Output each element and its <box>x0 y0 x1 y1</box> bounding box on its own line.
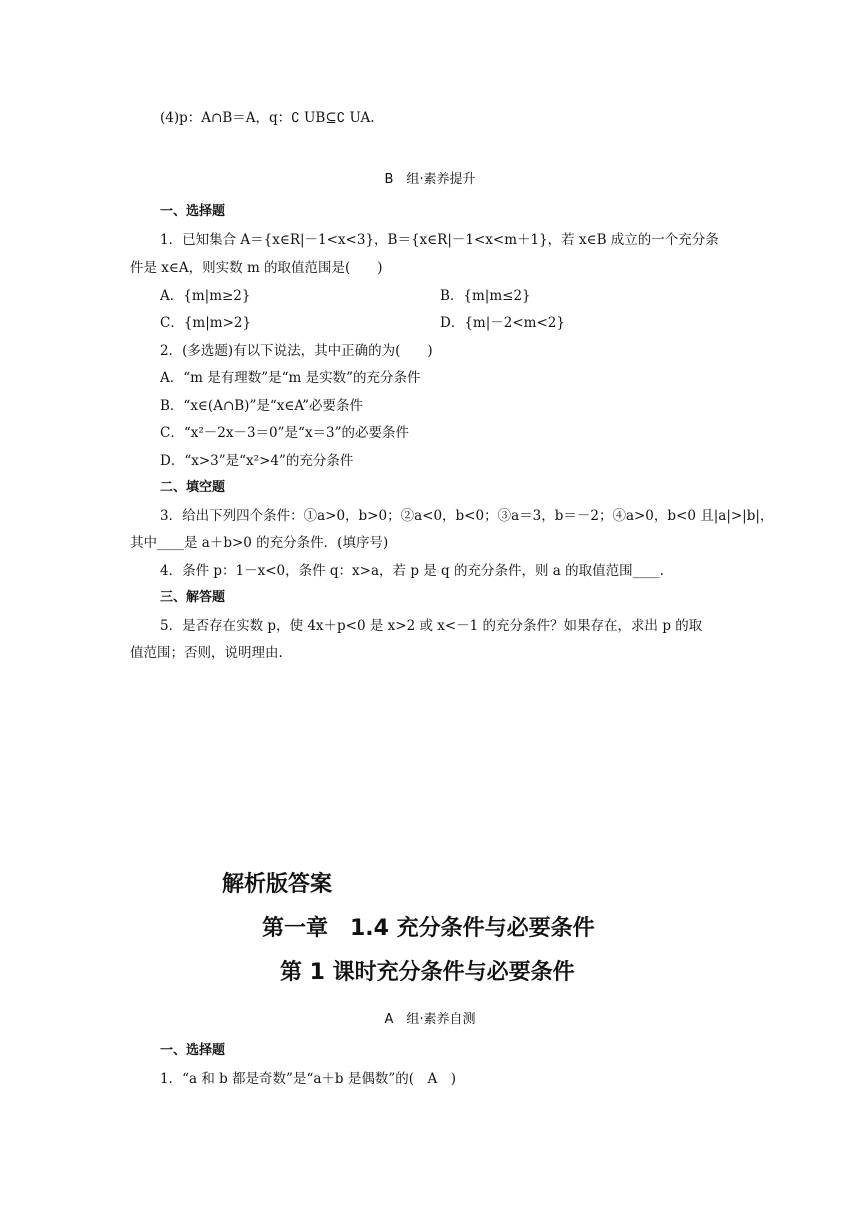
section-multiple-choice-answers: 一、选择题 <box>160 1043 226 1058</box>
q1-stem-line2: 件是 x∈A，则实数 m 的取值范围是( ) <box>130 260 383 276</box>
q1-option-b: B．{m|m≤2} <box>440 288 531 304</box>
q5-stem-line1: 5．是否存在实数 p，使 4x＋p<0 是 x>2 或 x<－1 的充分条件？如果存在，求出 p 的取 <box>160 618 703 634</box>
q2-option-c: C．“x²－2x－3＝0”是“x＝3”的必要条件 <box>160 425 410 441</box>
answer-title: 解析版答案 <box>222 872 333 897</box>
section-multiple-choice: 一、选择题 <box>160 204 226 219</box>
q5-stem-line2: 值范围；否则，说明理由. <box>130 645 283 661</box>
section-free-response: 三、解答题 <box>160 590 226 605</box>
q1-option-d: D．{m|－2<m<2} <box>440 315 565 331</box>
q1-option-a: A．{m|m≥2} <box>160 288 251 304</box>
prev-question-4: (4)p：A∩B＝A，q：∁ UB⊆∁ UA. <box>160 110 375 126</box>
q4-stem: 4．条件 p：1－x<0，条件 q：x>a，若 p 是 q 的充分条件，则 a 的取值范围____. <box>160 563 664 579</box>
q2-option-d: D．“x>3”是“x²>4”的充分条件 <box>160 453 354 469</box>
answer-q1: 1．“a 和 b 都是奇数”是“a＋b 是偶数”的( A ) <box>160 1071 457 1087</box>
group-b-title: B 组·素养提升 <box>384 172 476 187</box>
q3-stem-line1: 3．给出下列四个条件：①a>0，b>0；②a<0，b<0；③a＝3，b＝－2；④a>0，b<0 且|a|>|b|， <box>160 508 774 524</box>
section-fill-blank: 二、填空题 <box>160 480 226 495</box>
q1-stem-line1: 1．已知集合 A＝{x∈R|－1<x<3}，B＝{x∈R|－1<x<m＋1}，若 x∈B 成立的一个充分条 <box>160 232 719 248</box>
chapter-title: 第一章 1.4 充分条件与必要条件 <box>262 916 595 941</box>
q2-stem: 2．(多选题)有以下说法，其中正确的为( ) <box>160 343 433 359</box>
q1-option-c: C．{m|m>2} <box>160 315 252 331</box>
q3-stem-line2: 其中____是 a＋b>0 的充分条件．(填序号) <box>130 535 389 551</box>
q2-option-b: B．“x∈(A∩B)”是“x∈A”必要条件 <box>160 398 364 414</box>
lesson-title: 第 1 课时充分条件与必要条件 <box>280 960 575 985</box>
group-a-title: A 组·素养自测 <box>384 1012 476 1027</box>
q2-option-a: A．“m 是有理数”是“m 是实数”的充分条件 <box>160 370 421 386</box>
